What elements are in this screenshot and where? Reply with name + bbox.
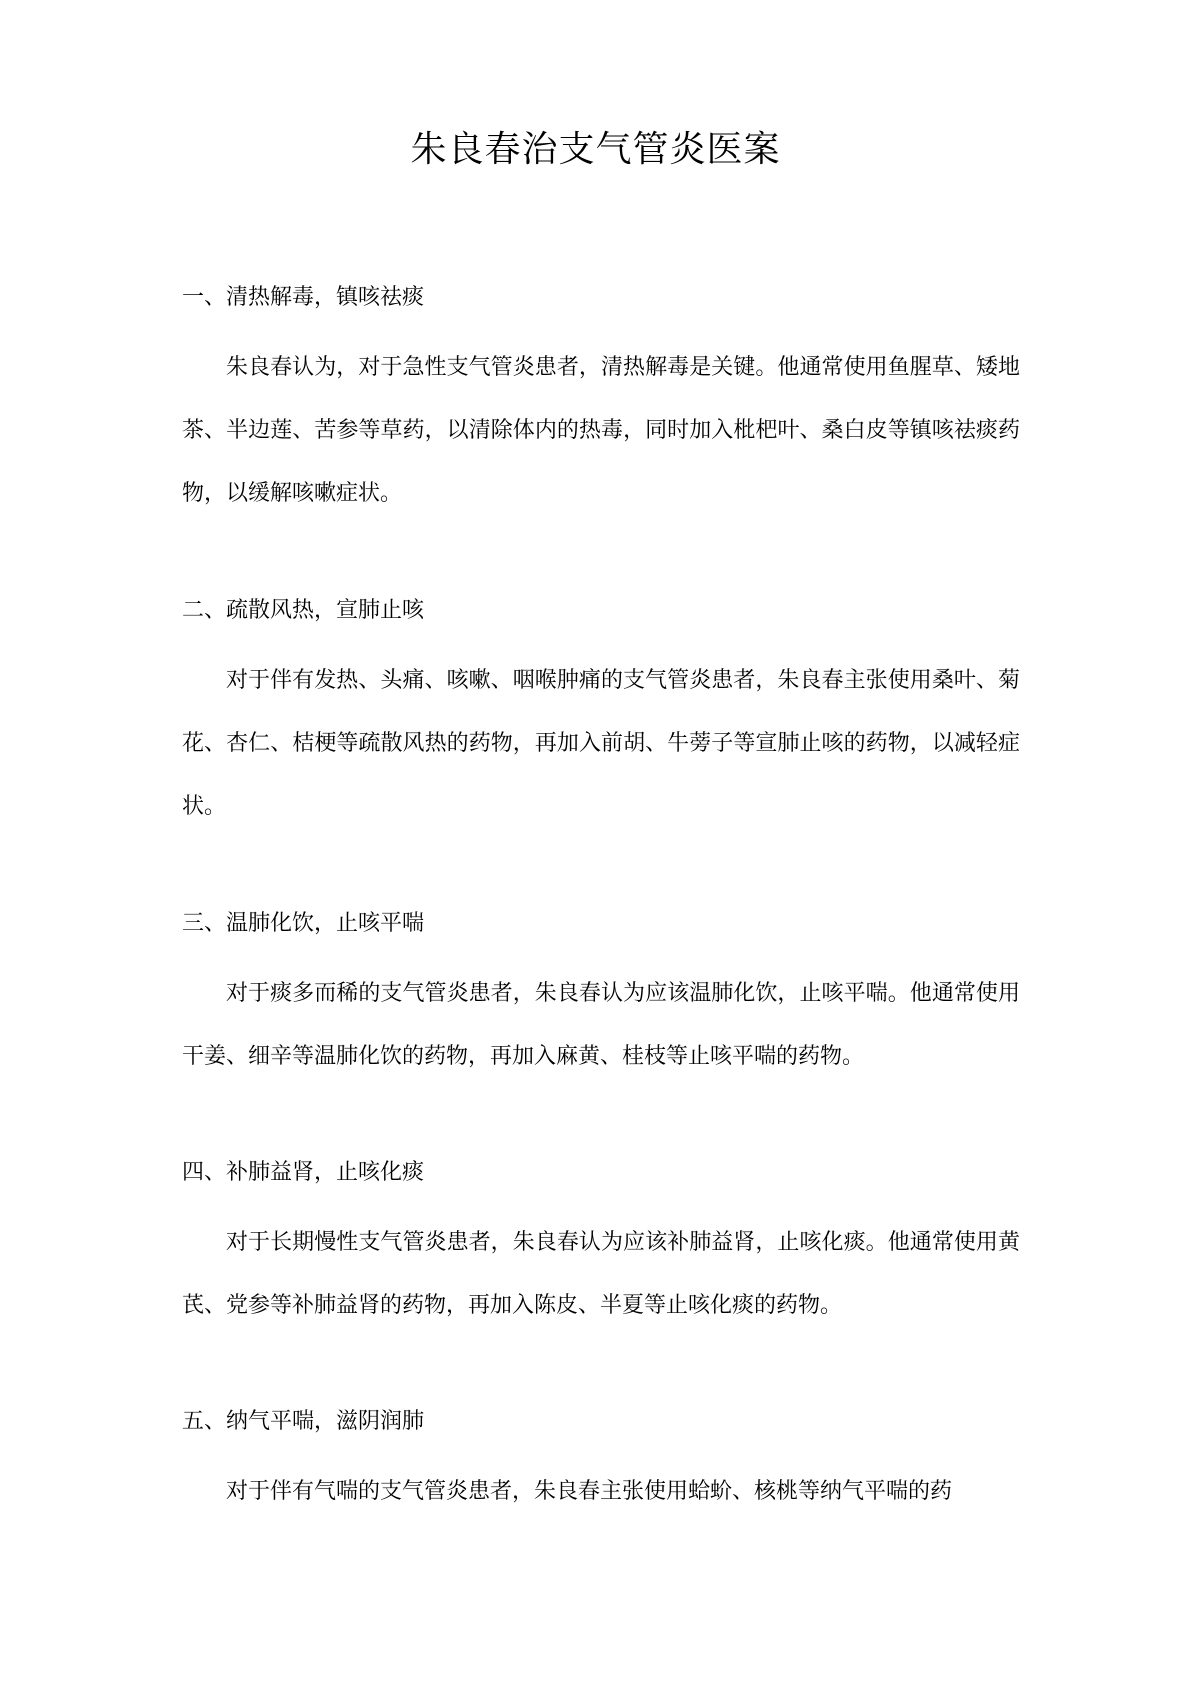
section-2 xyxy=(182,596,1020,838)
section-paragraph: 对于痰多而稀的支气管炎患者，朱良春认为应该温肺化饮，止咳平喘。他通常使用干姜、细辛等温肺化饮的药物，再加入麻黄、桂枝等止咳平喘的药物。 xyxy=(182,981,1020,1069)
document-title: 朱良春治支气管炎医案 xyxy=(410,129,781,170)
section-paragraph: 朱良春认为，对于急性支气管炎患者，清热解毒是关键。他通常使用鱼腥草、矮地茶、半边莲、苦参等草药，以清除体内的热毒，同时加入枇杷叶、桑白皮等镇咳祛痰药物，以缓解咳嗽症状。 xyxy=(182,355,1020,506)
section-heading: 三、温肺化饮，止咳平喘 xyxy=(182,911,425,936)
section-heading: 五、纳气平喘，滋阴润肺 xyxy=(182,1409,425,1434)
section-heading: 二、疏散风热，宣肺止咳 xyxy=(182,598,425,623)
section-4 xyxy=(182,1158,1020,1337)
section-5 xyxy=(182,1407,1020,1523)
section-3 xyxy=(182,909,1020,1088)
section-paragraph: 对于伴有气喘的支气管炎患者，朱良春主张使用蛤蚧、核桃等纳气平喘的药 xyxy=(226,1479,953,1504)
section-heading: 一、清热解毒，镇咳祛痰 xyxy=(182,285,425,310)
section-paragraph: 对于伴有发热、头痛、咳嗽、咽喉肿痛的支气管炎患者，朱良春主张使用桑叶、菊花、杏仁、桔梗等疏散风热的药物，再加入前胡、牛蒡子等宣肺止咳的药物，以减轻症状。 xyxy=(182,668,1020,819)
section-1 xyxy=(182,283,1020,525)
section-heading: 四、补肺益肾，止咳化痰 xyxy=(182,1160,425,1185)
section-paragraph: 对于长期慢性支气管炎患者，朱良春认为应该补肺益肾，止咳化痰。他通常使用黄芪、党参等补肺益肾的药物，再加入陈皮、半夏等止咳化痰的药物。 xyxy=(182,1230,1020,1318)
